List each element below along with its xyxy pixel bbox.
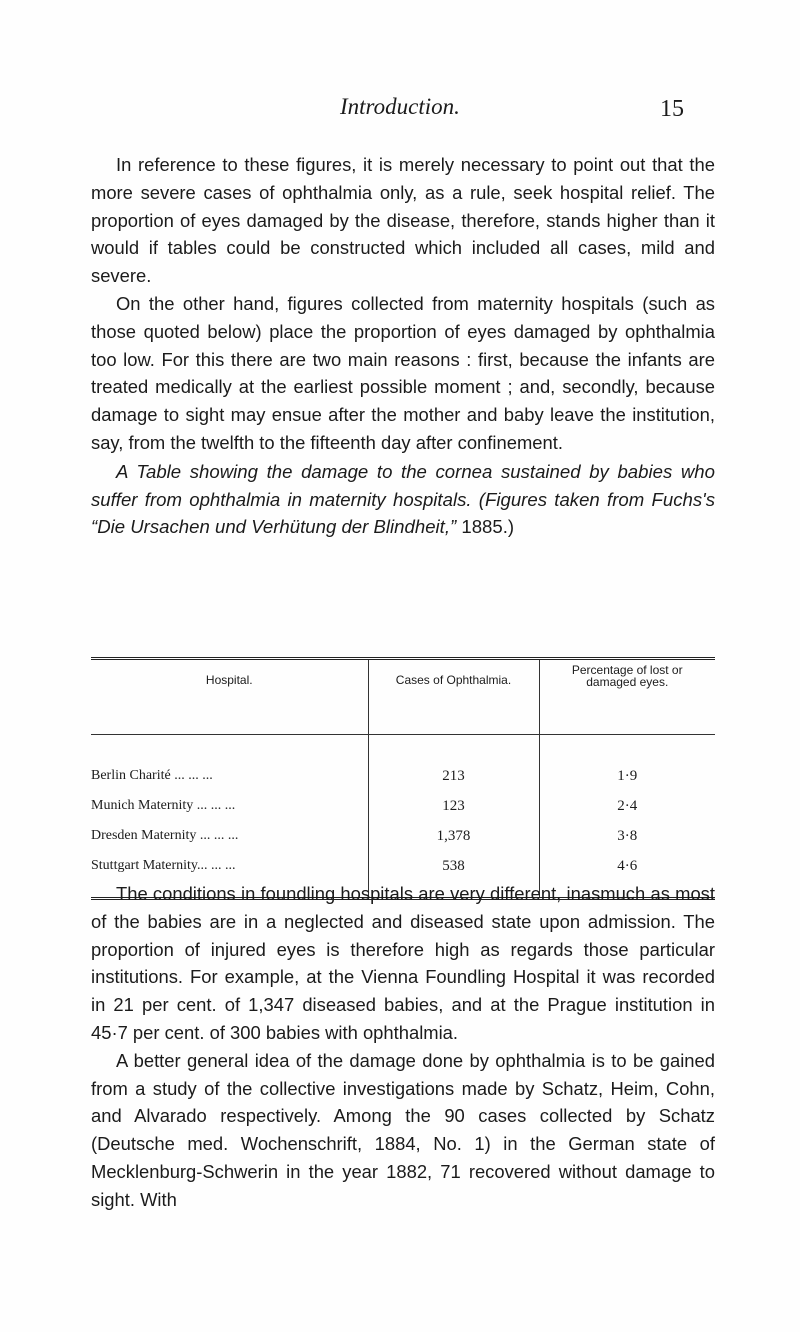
hospital-cell: Stuttgart Maternity... ... ... (91, 858, 236, 873)
table-row (91, 821, 715, 851)
caption-year: 1885.) (456, 516, 515, 538)
percentage-cell: 3·8 (539, 821, 715, 851)
running-title: Introduction. (340, 94, 460, 119)
hospital-cell: Munich Maternity ... ... ... (91, 798, 236, 813)
running-head (0, 94, 800, 128)
cases-cell: 123 (368, 791, 539, 821)
table-header-row (91, 659, 715, 735)
hospital-cell: Berlin Charité ... ... ... (91, 768, 213, 783)
caption-text: A Table showing the damage to the cornea sustained by babies who suffer from ophthalmia in maternity hospitals. (Figures taken from Fuchs's “Die Ursachen und Verhütung der Blindheit,” (91, 460, 715, 538)
paragraph: On the other hand, figures collected from maternity hospitals (such as those quoted below) place the proportion of eyes damaged by ophthalmia too low. For this there are two main reasons : first, because the infants are treated medically at the earliest possible moment ; and, secondly, because damage to sight may ensue after the mother and baby leave the institution, say, from the twelfth to the fifteenth day after confinement. (91, 292, 715, 453)
body-text-bottom (91, 880, 715, 1214)
table-caption (91, 458, 715, 541)
body-text-top (91, 151, 715, 541)
paragraph: The conditions in foundling hospitals are very different, inasmuch as most of the babies are in a neglected and diseased state upon admission. The proportion of injured eyes is therefore high as regards those particular institutions. For example, at the Vienna Foundling Hospital it was recorded in 21 per cent. of 1,347 diseased babies, and at the Prague institution in 45·7 per cent. of 300 babies with ophthalmia. (91, 883, 715, 1043)
table-row (91, 735, 715, 792)
header-hospital: Hospital. (91, 659, 368, 735)
paragraph: In reference to these figures, it is merely necessary to point out that the more severe cases of ophthalmia only, as a rule, seek hospital relief. The proportion of eyes damaged by the disease, therefore, stands higher than it would if tables could be constructed which included all cases, mild and severe. (91, 154, 715, 287)
cases-cell: 538 (368, 851, 539, 899)
cases-cell: 1,378 (368, 821, 539, 851)
header-percentage: Percentage of lost or damaged eyes. (539, 659, 715, 735)
percentage-cell: 1·9 (539, 735, 715, 792)
header-cases: Cases of Ophthalmia. (368, 659, 539, 735)
hospital-cell: Dresden Maternity ... ... ... (91, 828, 239, 843)
table-row (91, 791, 715, 821)
percentage-cell: 4·6 (539, 851, 715, 899)
page-number: 15 (660, 96, 684, 122)
paragraph: A better general idea of the damage done by ophthalmia is to be gained from a study of the collective investigations made by Schatz, Heim, Cohn, and Alvarado respectively. Among the 90 cases collected by Schatz (Deutsche med. Wochenschrift, 1884, No. 1) in the German state of Mecklenburg-Schwerin in the year 1882, 71 recovered without damage to sight. With (91, 1049, 715, 1210)
ophthalmia-table (91, 657, 715, 900)
cases-cell: 213 (368, 735, 539, 792)
percentage-cell: 2·4 (539, 791, 715, 821)
